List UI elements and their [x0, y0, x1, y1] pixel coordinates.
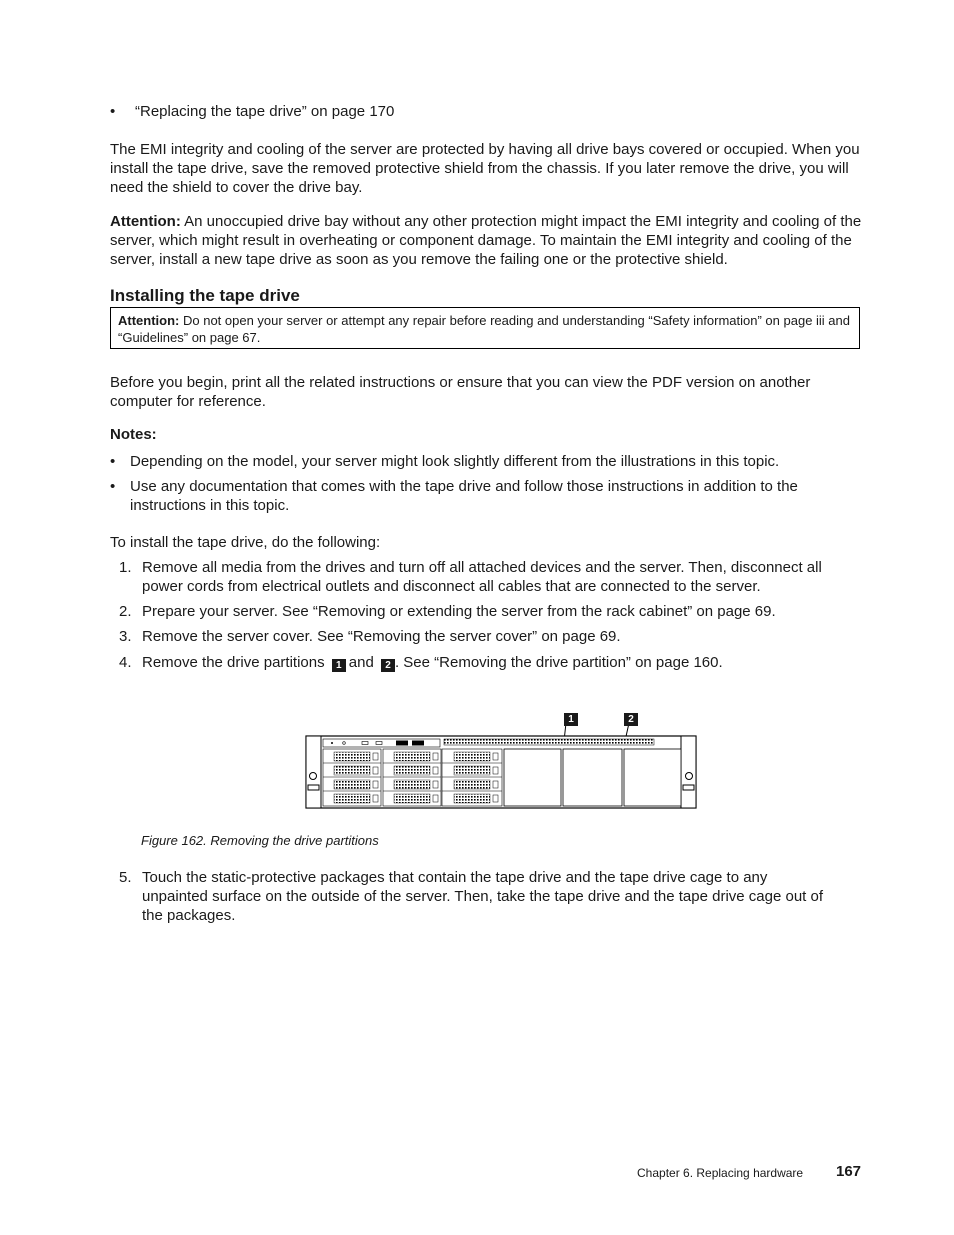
- notes-label: Notes:: [110, 426, 157, 443]
- step-number: 2.: [119, 603, 132, 620]
- step-text-part: Remove the drive partitions: [142, 654, 325, 671]
- attention-box-text: Do not open your server or attempt any repair before reading and understanding “Safety information” on page iii and “Guidelines” on page 67.: [118, 313, 850, 345]
- step-text-part: . See “Removing the drive partition” on page 160.: [394, 654, 723, 671]
- figure-server-front: [300, 703, 700, 813]
- figure-callout-1: 1: [561, 708, 581, 726]
- attention-paragraph: [110, 212, 865, 269]
- step-text: [142, 653, 862, 672]
- step-text: Remove all media from the drives and turn off all attached devices and the server. Then, disconnect all power cords from electrical outlets and disconnect all cables that are connected to the server.: [142, 559, 822, 595]
- step-number: 4.: [119, 654, 132, 671]
- bullet-marker: •: [110, 453, 116, 470]
- attention-box: [110, 307, 860, 349]
- step-text: Prepare your server. See “Removing or extending the server from the rack cabinet” on page 69.: [142, 603, 776, 620]
- step-text: Touch the static-protective packages that contain the tape drive and the tape drive cage to any unpainted surface on the outside of the server. Then, take the tape drive and the tape drive cage out of the packages.: [142, 869, 824, 924]
- step-number: 1.: [119, 559, 132, 576]
- step-text: Remove the server cover. See “Removing the server cover” on page 69.: [142, 628, 621, 645]
- section-title: Installing the tape drive: [110, 286, 300, 305]
- attention-box-label: Attention:: [118, 313, 180, 328]
- footer-chapter: Chapter 6. Replacing hardware: [637, 1166, 804, 1180]
- bullet-marker: •: [110, 103, 116, 120]
- page-number: 167: [836, 1163, 862, 1180]
- figure-callout-2: 2: [621, 708, 641, 726]
- para-emi: The EMI integrity and cooling of the server are protected by having all drive bays covered or occupied. When you install the tape drive, save the removed protective shield from the chassis. If you later remove the drive, you will need the shield to cover the drive bay.: [110, 141, 860, 196]
- bullet-marker: •: [110, 478, 116, 495]
- callout-marker: 2: [381, 659, 395, 672]
- steps-intro: To install the tape drive, do the following:: [110, 534, 381, 551]
- before-begin-para: Before you begin, print all the related instructions or ensure that you can view the PDF version on another computer for reference.: [110, 374, 811, 410]
- callout-marker: 1: [332, 659, 346, 672]
- attention-label: Attention:: [110, 213, 181, 230]
- step-text-part: and: [348, 654, 374, 671]
- intro-bullet-text: “Replacing the tape drive” on page 170: [135, 103, 395, 120]
- step-number: 3.: [119, 628, 132, 645]
- figure-caption: Figure 162. Removing the drive partitions: [141, 833, 379, 848]
- attention-text: An unoccupied drive bay without any other protection might impact the EMI integrity and cooling of the server, which might result in overheating or component damage. To maintain the EMI integrity and cooling of the server, install a new tape drive as soon as you remove the failing one or the protective shield.: [110, 213, 862, 268]
- note-text: Depending on the model, your server might look slightly different from the illustrations in this topic.: [130, 453, 780, 470]
- note-text: Use any documentation that comes with the tape drive and follow those instructions in addition to the instructions in this topic.: [130, 478, 798, 514]
- step-number: 5.: [119, 869, 132, 886]
